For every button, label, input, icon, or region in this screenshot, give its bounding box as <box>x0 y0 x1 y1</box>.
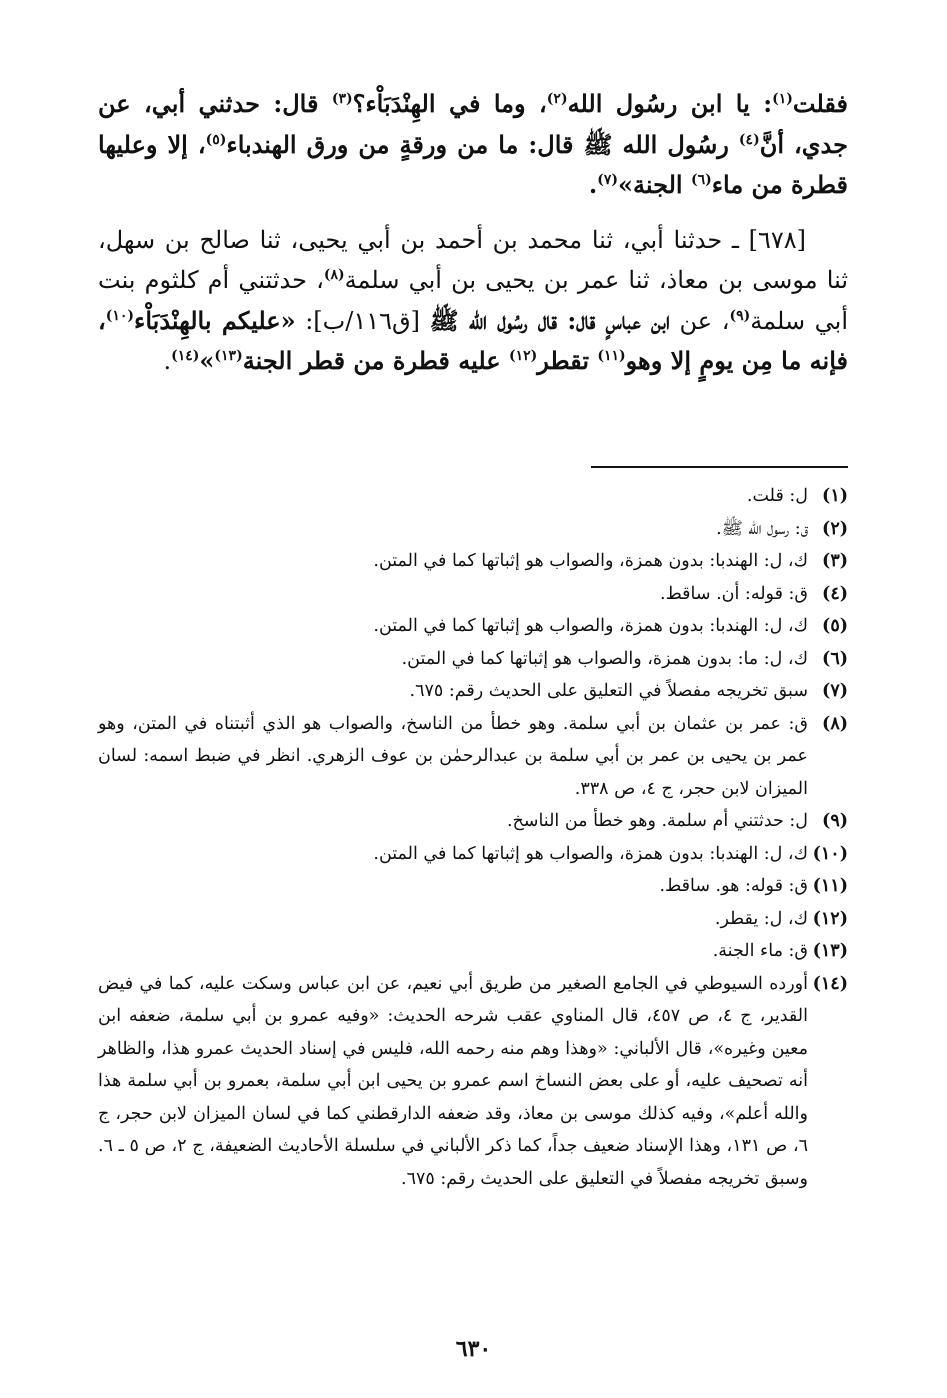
matn-text: تقطر <box>537 346 598 375</box>
footnote-13 <box>98 935 848 968</box>
footnote-number: (١٠) <box>812 843 848 864</box>
footnote-9 <box>98 805 848 838</box>
footnote-11 <box>98 870 848 903</box>
footnote-text: ل: قلت. <box>746 486 808 506</box>
footnotes <box>98 480 848 1195</box>
footnote-text: ق: رسول الله ﷺ. <box>716 518 808 539</box>
footnote-ref-4[interactable]: (٤) <box>738 131 760 148</box>
narrator-text: ابن عباسٍ قال: قال رسُول الله ﷺ <box>429 305 670 335</box>
footnote-ref-5[interactable]: (٥) <box>205 131 227 148</box>
isnad-text: ، حدثتني أم كلثوم بنت أبي سلمة <box>98 266 849 335</box>
footnote-text: ك، ل: الهندبا: بدون همزة، والصواب هو إثباتها كما في المتن. <box>373 843 808 864</box>
footnote-ref-9[interactable]: (٩) <box>729 307 751 324</box>
text-segment: ، وما في الهِنْدَبَاْء؟ <box>352 89 547 118</box>
footnote-separator <box>591 466 848 468</box>
footnote-number: (١٤) <box>812 973 848 994</box>
page-number: ٦٣٠ <box>455 1336 492 1362</box>
footnote-1 <box>98 480 848 513</box>
isnad-text: [٦٧٨] ـ حدثنا أبي، ثنا محمد بن أحمد بن أبي يحيى، ثنا صالح بن سهل، ثنا موسى بن معاذ، ثنا عمر بن يحيى بن أبي سلمة <box>98 225 849 294</box>
footnote-number: (١٣) <box>812 941 848 961</box>
paragraph-hadith-677-end <box>98 84 848 206</box>
footnote-text: ك، ل: الهندبا: بدون همزة، والصواب هو إثباتها كما في المتن. <box>373 616 808 636</box>
footnote-text: ك، ل: ما: بدون همزة، والصواب هو إثباتها كما في المتن. <box>401 648 808 669</box>
footnote-10 <box>98 838 848 871</box>
footnote-ref-6[interactable]: (٦) <box>690 172 712 188</box>
text-segment: . <box>163 347 172 375</box>
text-segment: الجنة» <box>618 170 691 199</box>
footnote-8 <box>98 708 848 806</box>
footnote-number: (٧) <box>822 681 848 701</box>
isnad-text: ، عن <box>669 306 730 335</box>
footnote-text: ك، ل: يقطر. <box>714 908 808 929</box>
footnote-text: ل: حدثتني أم سلمة. وهو خطأ من الناسخ. <box>506 811 808 831</box>
footnote-7 <box>98 675 848 708</box>
footnote-number: (٣) <box>822 551 848 571</box>
text-segment: . <box>588 170 598 199</box>
matn-text: » <box>199 346 215 375</box>
footnote-5 <box>98 610 848 643</box>
footnote-text: ق: قوله: أن. ساقط. <box>660 583 808 604</box>
footnote-ref-2[interactable]: (٢) <box>546 91 568 107</box>
footnote-ref-10[interactable]: (١٠) <box>105 307 135 324</box>
matn-text: ، فإنه ما مِن يومٍ إلا وهو <box>98 305 848 375</box>
main-text <box>98 84 848 382</box>
page-content <box>98 84 849 1189</box>
footnote-ref-12[interactable]: (١٢) <box>508 348 538 364</box>
footnote-number: (٤) <box>822 583 848 604</box>
footnote-ref-1[interactable]: (١) <box>772 91 793 107</box>
footnote-number: (٢) <box>822 518 848 539</box>
footnote-14 <box>98 968 848 1196</box>
text-segment: ، إلا وعليها قطرة من ماء <box>98 129 848 199</box>
footnote-ref-13[interactable]: (١٣) <box>214 348 243 364</box>
footnote-number: (١١) <box>812 876 848 896</box>
text-segment: رسُول الله ﷺ قال: ما من ورقةٍ من ورق الهندباء <box>226 129 739 159</box>
footnote-ref-3[interactable]: (٣) <box>331 91 353 107</box>
text-segment: : يا ابن رسُول الله <box>567 89 773 118</box>
footnote-text: ق: عمر بن عثمان بن أبي سلمة. وهو خطأ من الناسخ، والصواب هو الذي أثبتناه في المتن، وهو عمر بن يحيى بن عمر بن أبي سلمة بن عبدالرحمٰن بن عوف الزهري. انظر في ضبط اسمه: لسان الميزان لابن حجر، ج ٤، ص ٣٣٨. <box>98 713 808 799</box>
footnote-ref-8[interactable]: (٨) <box>323 267 345 283</box>
footnote-number: (١٢) <box>812 908 848 929</box>
footnote-ref-14[interactable]: (١٤) <box>171 348 200 364</box>
footnote-4 <box>98 578 848 611</box>
footnote-12 <box>98 903 848 936</box>
text-segment: فقلت <box>792 89 848 118</box>
footnote-number: (٥) <box>822 616 848 636</box>
manuscript-marker: [ق١١٦/ب]: <box>295 306 430 335</box>
footnote-text: ق: قوله: هو. ساقط. <box>659 876 808 896</box>
footnote-2 <box>98 513 848 546</box>
footnote-text: ك، ل: الهندبا: بدون همزة، والصواب هو إثباتها كما في المتن. <box>373 551 808 571</box>
footnote-3 <box>98 545 848 578</box>
footnote-text: أورده السيوطي في الجامع الصغير من طريق أبي نعيم، عن ابن عباس وسكت عليه، كما في فيض القدير، ج ٤، ص ٤٥٧، قال المناوي عقب شرحه الحديث: «وفيه عمرو بن أبي سلمة، ضعفه ابن معين وغيره»، قال الألباني: «وهذا وهم منه رحمه الله، فليس في إسناد الحديث عمرو هذا، والظاهر أنه تصحيف عليه، أو على بعض النساخ اسم عمرو بن يحيى ابن أبي سلمة، بعمرو بن أبي سلمة هذا والله أعلم»، وفيه كذلك موسى بن معاذ، وقد ضعفه الدارقطني كما في لسان الميزان لابن حجر، ج ٦، ص ١٣١، وهذا الإسناد ضعيف جداً، كما ذكر الألباني في سلسلة الأحاديث الضعيفة، ج ٢، ص ٥ ـ ٦. وسبق تخريجه مفصلاً في التعليق على الحديث رقم: ٦٧٥. <box>98 973 808 1189</box>
footnote-ref-11[interactable]: (١١) <box>597 348 626 364</box>
footnote-number: (٨) <box>822 713 848 734</box>
matn-text: «عليكم بالهِنْدَبَاْء <box>134 305 296 335</box>
footnote-text: ق: ماء الجنة. <box>712 941 808 961</box>
paragraph-hadith-678 <box>98 220 848 382</box>
footnote-text: سبق تخريجه مفصلاً في التعليق على الحديث رقم: ٦٧٥. <box>409 681 808 701</box>
footnote-number: (٦) <box>822 648 848 669</box>
footnote-6 <box>98 643 848 676</box>
footnote-ref-7[interactable]: (٧) <box>597 172 619 188</box>
footnote-number: (٩) <box>822 811 848 831</box>
footnote-number: (١) <box>822 486 848 506</box>
text-segment: قال: حدثني أبي، عن جدي، أنَّ <box>98 89 848 159</box>
matn-text: عليه قطرة من قطر الجنة <box>242 346 509 375</box>
